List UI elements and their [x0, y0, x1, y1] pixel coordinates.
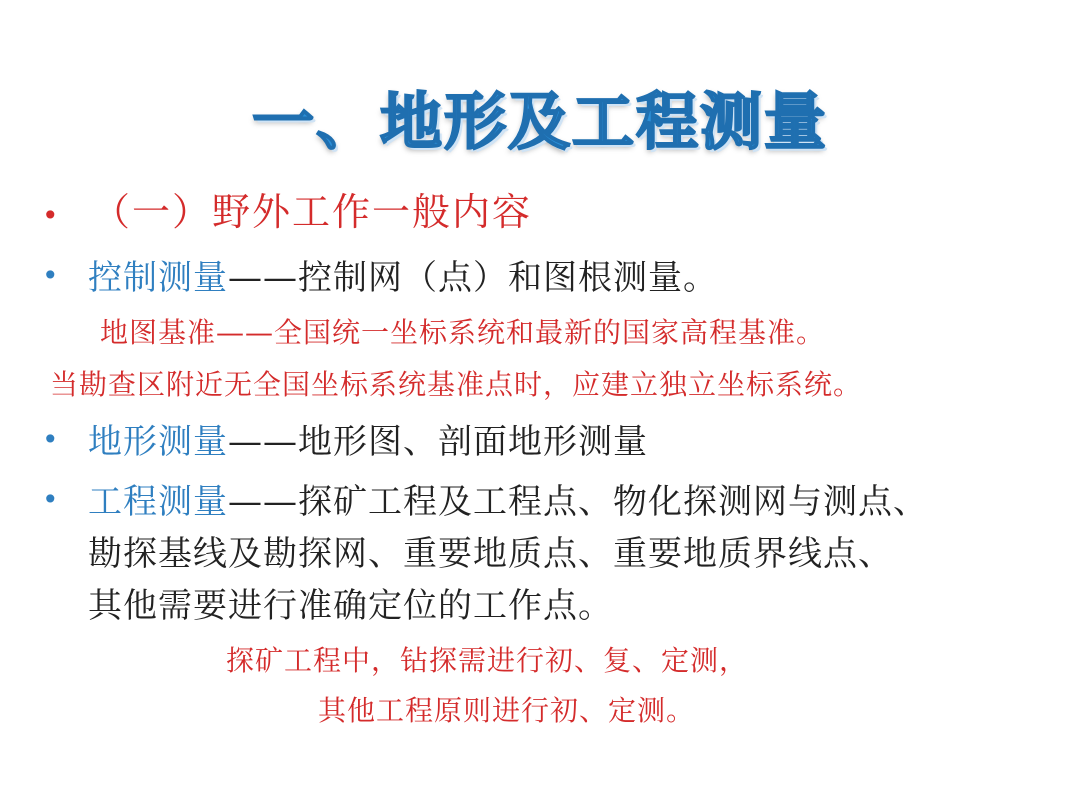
item-dash: —— [228, 482, 298, 522]
note-datum: 地图基准——全国统一坐标系统和最新的国家高程基准。 [100, 316, 826, 349]
bullet-icon: • [42, 483, 59, 516]
note-drilling: 探矿工程中，钻探需进行初、复、定测， [226, 644, 749, 677]
bullet-icon: • [42, 259, 59, 292]
note-other-works: 其他工程原则进行初、定测。 [318, 694, 696, 727]
item-dash: —— [228, 258, 298, 298]
item-desc: 控制网（点）和图根测量。 [298, 258, 718, 298]
section-heading: （一）野外工作一般内容 [92, 190, 533, 234]
bullet-icon: • [42, 199, 59, 232]
bullet-icon: • [42, 423, 59, 456]
item-desc: 探矿工程及工程点、物化探测网与测点、 [298, 482, 928, 522]
slide-title: 一、地形及工程测量 [251, 85, 828, 158]
item-desc-continued: 勘探基线及勘探网、重要地质点、重要地质界线点、 [88, 534, 893, 574]
note-local: 当勘查区附近无全国坐标系统基准点时，应建立独立坐标系统。 [50, 368, 863, 401]
item-desc: 地形图、剖面地形测量 [298, 422, 648, 462]
list-item [88, 482, 928, 522]
item-dash: —— [228, 422, 298, 462]
item-desc-continued: 其他需要进行准确定位的工作点。 [88, 586, 613, 626]
item-term: 工程测量 [88, 482, 228, 522]
item-term: 控制测量 [88, 258, 228, 298]
item-term: 地形测量 [88, 422, 228, 462]
list-item [88, 422, 648, 462]
list-item [88, 258, 718, 298]
